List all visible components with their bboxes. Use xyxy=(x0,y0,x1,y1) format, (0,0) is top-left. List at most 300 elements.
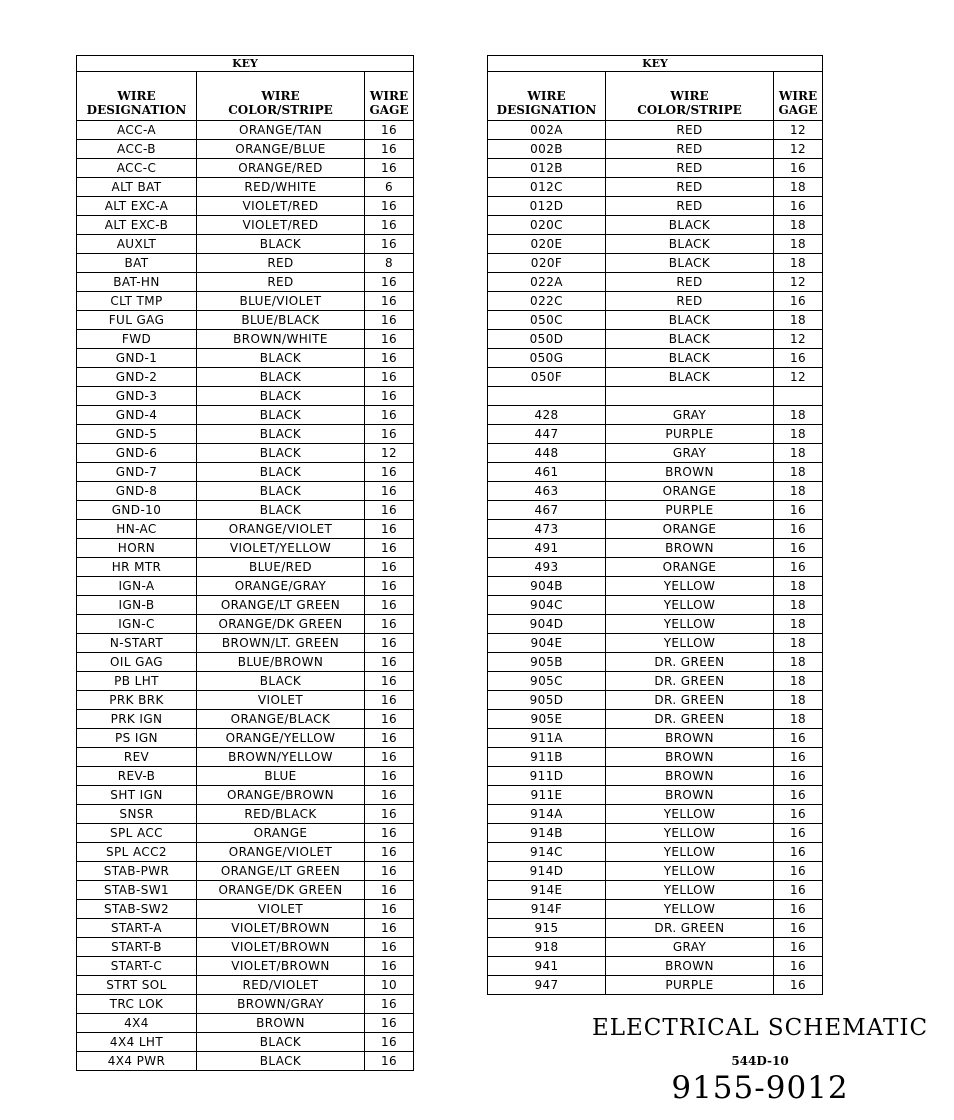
wire-color-cell: BLUE xyxy=(197,767,365,786)
wire-gage-cell: 16 xyxy=(365,368,414,387)
wire-gage-cell xyxy=(774,387,823,406)
wire-designation-cell: GND-10 xyxy=(77,501,197,520)
wire-color-cell: BLACK xyxy=(197,406,365,425)
table-row xyxy=(488,520,823,539)
wire-designation-cell: 914E xyxy=(488,881,606,900)
wire-gage-cell: 16 xyxy=(774,767,823,786)
wire-designation-cell: BAT-HN xyxy=(77,273,197,292)
table-row xyxy=(488,368,823,387)
schematic-title: ELECTRICAL SCHEMATIC xyxy=(591,1015,929,1041)
table-row xyxy=(488,900,823,919)
wire-designation-cell: 911E xyxy=(488,786,606,805)
wire-designation-cell: BAT xyxy=(77,254,197,273)
table-row xyxy=(77,577,414,596)
wire-color-cell: BLACK xyxy=(606,368,774,387)
wire-designation-cell: GND-2 xyxy=(77,368,197,387)
table-row xyxy=(488,140,823,159)
wire-designation-cell: 461 xyxy=(488,463,606,482)
wire-color-cell: BROWN/YELLOW xyxy=(197,748,365,767)
wire-gage-cell: 16 xyxy=(365,862,414,881)
wire-designation-cell: 428 xyxy=(488,406,606,425)
wire-designation-cell: PRK IGN xyxy=(77,710,197,729)
table-row xyxy=(77,748,414,767)
table-row xyxy=(77,444,414,463)
wire-gage-cell: 16 xyxy=(774,881,823,900)
table-row xyxy=(488,577,823,596)
wire-gage-cell: 16 xyxy=(365,957,414,976)
wire-color-cell: YELLOW xyxy=(606,862,774,881)
wire-gage-cell: 18 xyxy=(774,216,823,235)
wire-gage-cell: 10 xyxy=(365,976,414,995)
wire-gage-cell: 16 xyxy=(365,881,414,900)
wire-color-cell: YELLOW xyxy=(606,596,774,615)
table-row xyxy=(77,159,414,178)
wire-color-header: WIRE COLOR/STRIPE xyxy=(606,72,774,121)
table-row xyxy=(488,254,823,273)
wire-designation-cell: STAB-SW2 xyxy=(77,900,197,919)
table-row xyxy=(77,349,414,368)
wire-color-cell: YELLOW xyxy=(606,843,774,862)
wire-gage-cell: 16 xyxy=(774,729,823,748)
wire-color-cell: GRAY xyxy=(606,938,774,957)
wire-designation-cell: FWD xyxy=(77,330,197,349)
wire-color-cell: BLACK xyxy=(606,311,774,330)
wire-designation-cell: GND-8 xyxy=(77,482,197,501)
wire-gage-cell: 16 xyxy=(365,919,414,938)
table-row xyxy=(488,558,823,577)
table-row xyxy=(488,672,823,691)
wire-color-cell: BROWN xyxy=(197,1014,365,1033)
wire-color-cell: RED xyxy=(197,273,365,292)
wire-color-cell: BROWN xyxy=(606,957,774,976)
wire-color-cell: BLUE/VIOLET xyxy=(197,292,365,311)
wire-designation-cell: 467 xyxy=(488,501,606,520)
table-row xyxy=(77,957,414,976)
wire-color-cell: YELLOW xyxy=(606,900,774,919)
wire-color-cell: BROWN xyxy=(606,729,774,748)
wire-gage-cell: 16 xyxy=(774,824,823,843)
wire-color-cell: BLACK xyxy=(197,235,365,254)
wire-gage-cell: 16 xyxy=(365,748,414,767)
wire-gage-header: WIRE GAGE xyxy=(365,72,414,121)
wire-designation-cell: GND-6 xyxy=(77,444,197,463)
wire-designation-cell: 4X4 LHT xyxy=(77,1033,197,1052)
wire-color-cell: GRAY xyxy=(606,444,774,463)
wire-designation-header: WIRE DESIGNATION xyxy=(77,72,197,121)
wire-color-cell: BROWN/GRAY xyxy=(197,995,365,1014)
table-row xyxy=(488,292,823,311)
table-row xyxy=(488,976,823,995)
table-row xyxy=(488,121,823,140)
wire-gage-cell: 16 xyxy=(774,349,823,368)
wire-color-cell: VIOLET/BROWN xyxy=(197,938,365,957)
wire-color-cell: ORANGE xyxy=(197,824,365,843)
wire-gage-cell: 16 xyxy=(365,311,414,330)
wire-color-cell: ORANGE/BLUE xyxy=(197,140,365,159)
wire-color-cell: ORANGE/VIOLET xyxy=(197,520,365,539)
wire-color-cell: BROWN xyxy=(606,463,774,482)
wire-color-cell: ORANGE/GRAY xyxy=(197,577,365,596)
wire-gage-cell: 16 xyxy=(774,900,823,919)
table-row xyxy=(77,368,414,387)
wire-key-body-left xyxy=(77,121,414,1071)
wire-gage-cell: 16 xyxy=(365,577,414,596)
wire-designation-cell: 447 xyxy=(488,425,606,444)
wire-gage-cell: 16 xyxy=(774,919,823,938)
wire-designation-cell: HN-AC xyxy=(77,520,197,539)
wire-color-cell: BLACK xyxy=(197,368,365,387)
table-row xyxy=(488,634,823,653)
wire-designation-cell: IGN-C xyxy=(77,615,197,634)
table-row xyxy=(77,672,414,691)
table-row xyxy=(488,938,823,957)
table-row xyxy=(77,976,414,995)
table-row xyxy=(77,786,414,805)
wire-gage-cell: 18 xyxy=(774,311,823,330)
wire-color-cell: BLACK xyxy=(197,501,365,520)
wire-color-cell: BLUE/BLACK xyxy=(197,311,365,330)
wire-gage-cell: 16 xyxy=(365,615,414,634)
wire-color-cell: BLACK xyxy=(197,387,365,406)
wire-designation-cell: 904D xyxy=(488,615,606,634)
wire-designation-cell: 022C xyxy=(488,292,606,311)
wire-gage-cell: 16 xyxy=(365,539,414,558)
wire-gage-cell: 16 xyxy=(365,140,414,159)
table-row xyxy=(488,501,823,520)
wire-designation-cell: 904C xyxy=(488,596,606,615)
wire-color-cell: VIOLET/BROWN xyxy=(197,919,365,938)
wire-color-cell: RED xyxy=(606,292,774,311)
wire-key-body-right xyxy=(488,121,823,995)
wire-gage-cell: 6 xyxy=(365,178,414,197)
wire-designation-cell: 914A xyxy=(488,805,606,824)
wire-gage-cell: 16 xyxy=(365,292,414,311)
wire-gage-cell: 16 xyxy=(365,786,414,805)
table-row xyxy=(77,805,414,824)
wire-designation-cell: 491 xyxy=(488,539,606,558)
wire-gage-cell: 16 xyxy=(774,558,823,577)
wire-color-cell: BLACK xyxy=(197,425,365,444)
table-row xyxy=(77,634,414,653)
wire-designation-cell: STRT SOL xyxy=(77,976,197,995)
table-row xyxy=(488,159,823,178)
wire-color-cell: BLACK xyxy=(197,349,365,368)
wire-designation-cell: 002A xyxy=(488,121,606,140)
wire-designation-cell: 905D xyxy=(488,691,606,710)
wire-color-cell: BLACK xyxy=(606,330,774,349)
table-row xyxy=(488,881,823,900)
wire-gage-cell: 16 xyxy=(365,900,414,919)
wire-designation-cell: REV xyxy=(77,748,197,767)
wire-color-cell: BLACK xyxy=(197,1033,365,1052)
wire-color-header: WIRE COLOR/STRIPE xyxy=(197,72,365,121)
wire-gage-cell: 18 xyxy=(774,425,823,444)
wire-designation-cell: 911B xyxy=(488,748,606,767)
wire-color-cell: ORANGE xyxy=(606,520,774,539)
wire-designation-cell: 448 xyxy=(488,444,606,463)
key-title: KEY xyxy=(488,56,823,72)
wire-designation-cell: 904E xyxy=(488,634,606,653)
wire-color-cell: BROWN/WHITE xyxy=(197,330,365,349)
wire-gage-cell: 16 xyxy=(365,805,414,824)
table-row xyxy=(77,121,414,140)
table-row xyxy=(77,881,414,900)
wire-color-cell: YELLOW xyxy=(606,824,774,843)
table-row xyxy=(77,919,414,938)
wire-designation-cell: 012B xyxy=(488,159,606,178)
table-row xyxy=(77,558,414,577)
wire-gage-cell: 16 xyxy=(365,330,414,349)
wire-color-cell: BLACK xyxy=(606,235,774,254)
wire-color-cell: VIOLET xyxy=(197,900,365,919)
table-row xyxy=(77,311,414,330)
wire-designation-cell: PS IGN xyxy=(77,729,197,748)
table-row xyxy=(77,406,414,425)
wire-designation-cell: 050D xyxy=(488,330,606,349)
wire-color-cell: BROWN xyxy=(606,748,774,767)
wire-gage-cell: 16 xyxy=(365,596,414,615)
wire-gage-cell: 16 xyxy=(365,634,414,653)
table-row xyxy=(77,615,414,634)
table-row xyxy=(488,862,823,881)
wire-gage-cell: 16 xyxy=(365,406,414,425)
table-row xyxy=(488,824,823,843)
wire-gage-cell: 16 xyxy=(365,710,414,729)
wire-color-cell: DR. GREEN xyxy=(606,710,774,729)
table-row xyxy=(77,1033,414,1052)
wire-color-cell: BROWN/LT. GREEN xyxy=(197,634,365,653)
wire-color-cell: YELLOW xyxy=(606,615,774,634)
wire-gage-cell: 16 xyxy=(365,159,414,178)
wire-color-cell: YELLOW xyxy=(606,805,774,824)
wire-gage-cell: 16 xyxy=(365,672,414,691)
table-row xyxy=(488,273,823,292)
wire-designation-cell: 050F xyxy=(488,368,606,387)
table-row xyxy=(77,824,414,843)
wire-gage-cell: 18 xyxy=(774,444,823,463)
wire-gage-cell: 16 xyxy=(774,805,823,824)
wire-gage-cell: 16 xyxy=(774,539,823,558)
wire-color-cell: YELLOW xyxy=(606,577,774,596)
model-number: 544D-10 xyxy=(731,1054,789,1068)
wire-color-cell: ORANGE/YELLOW xyxy=(197,729,365,748)
wire-gage-cell: 16 xyxy=(365,843,414,862)
wire-color-cell: VIOLET xyxy=(197,691,365,710)
table-row xyxy=(488,843,823,862)
wire-gage-cell: 16 xyxy=(774,520,823,539)
wire-color-cell: RED xyxy=(197,254,365,273)
wire-gage-cell: 16 xyxy=(365,349,414,368)
wire-designation-cell: 4X4 PWR xyxy=(77,1052,197,1071)
wire-designation-cell: 463 xyxy=(488,482,606,501)
wire-designation-cell: 914B xyxy=(488,824,606,843)
wire-color-cell: ORANGE/DK GREEN xyxy=(197,881,365,900)
wire-gage-cell: 16 xyxy=(365,387,414,406)
wire-gage-cell: 16 xyxy=(365,501,414,520)
wire-designation-cell: 050C xyxy=(488,311,606,330)
wire-designation-cell: STAB-PWR xyxy=(77,862,197,881)
wire-color-cell: BLACK xyxy=(197,1052,365,1071)
table-row xyxy=(488,216,823,235)
table-row xyxy=(77,463,414,482)
wire-gage-cell: 16 xyxy=(365,558,414,577)
table-row xyxy=(77,1052,414,1071)
key-title: KEY xyxy=(77,56,414,72)
wire-designation-cell: 020F xyxy=(488,254,606,273)
wire-gage-cell: 16 xyxy=(365,482,414,501)
wire-gage-cell: 12 xyxy=(365,444,414,463)
wire-designation-cell: 911A xyxy=(488,729,606,748)
wire-gage-cell: 16 xyxy=(365,1033,414,1052)
wire-color-cell: BLUE/RED xyxy=(197,558,365,577)
wire-designation-cell: 905E xyxy=(488,710,606,729)
wire-color-cell: RED/WHITE xyxy=(197,178,365,197)
table-row xyxy=(488,786,823,805)
table-row xyxy=(488,805,823,824)
wire-color-cell: BLACK xyxy=(606,254,774,273)
wire-designation-cell: 493 xyxy=(488,558,606,577)
wire-color-cell: DR. GREEN xyxy=(606,653,774,672)
wire-designation-cell: AUXLT xyxy=(77,235,197,254)
wire-designation-cell: 012C xyxy=(488,178,606,197)
table-row xyxy=(488,596,823,615)
wire-designation-cell: ACC-B xyxy=(77,140,197,159)
wire-designation-cell: 914C xyxy=(488,843,606,862)
wire-gage-cell: 8 xyxy=(365,254,414,273)
wire-color-cell: YELLOW xyxy=(606,634,774,653)
wire-gage-cell: 16 xyxy=(365,197,414,216)
wire-color-cell: GRAY xyxy=(606,406,774,425)
table-row xyxy=(77,178,414,197)
wire-gage-cell: 16 xyxy=(365,691,414,710)
wire-gage-cell: 12 xyxy=(774,121,823,140)
wire-gage-cell: 16 xyxy=(774,938,823,957)
wire-designation-cell: PRK BRK xyxy=(77,691,197,710)
wire-designation-cell: START-C xyxy=(77,957,197,976)
wire-gage-cell: 16 xyxy=(365,938,414,957)
wire-designation-cell: GND-7 xyxy=(77,463,197,482)
wire-color-cell: BROWN xyxy=(606,786,774,805)
wire-designation-cell: N-START xyxy=(77,634,197,653)
wire-designation-cell: ACC-A xyxy=(77,121,197,140)
wire-gage-cell: 16 xyxy=(365,729,414,748)
table-row xyxy=(488,767,823,786)
table-row xyxy=(488,615,823,634)
wire-color-cell: DR. GREEN xyxy=(606,919,774,938)
table-row xyxy=(488,349,823,368)
wire-designation-cell: START-A xyxy=(77,919,197,938)
wire-color-cell: ORANGE/LT GREEN xyxy=(197,862,365,881)
wire-designation-cell: ALT EXC-B xyxy=(77,216,197,235)
wire-designation-cell: SNSR xyxy=(77,805,197,824)
wire-key-table-left xyxy=(76,55,414,1071)
wire-gage-cell: 16 xyxy=(365,235,414,254)
wire-designation-cell: 012D xyxy=(488,197,606,216)
wire-color-cell: BLACK xyxy=(197,463,365,482)
wire-color-cell: PURPLE xyxy=(606,501,774,520)
wire-designation-cell: 4X4 xyxy=(77,1014,197,1033)
wire-designation-cell: 905B xyxy=(488,653,606,672)
wire-gage-cell: 16 xyxy=(365,216,414,235)
table-row xyxy=(488,387,823,406)
wire-color-cell: YELLOW xyxy=(606,881,774,900)
table-row xyxy=(77,292,414,311)
wire-designation-cell: IGN-B xyxy=(77,596,197,615)
table-row xyxy=(488,330,823,349)
wire-designation-cell: HR MTR xyxy=(77,558,197,577)
table-row xyxy=(77,843,414,862)
table-row xyxy=(488,691,823,710)
wire-color-cell: BLACK xyxy=(197,672,365,691)
wire-gage-cell: 16 xyxy=(365,1052,414,1071)
wire-designation-cell: HORN xyxy=(77,539,197,558)
wire-gage-cell: 16 xyxy=(365,273,414,292)
wire-gage-cell: 18 xyxy=(774,615,823,634)
wire-designation-cell: FUL GAG xyxy=(77,311,197,330)
wire-designation-cell: REV-B xyxy=(77,767,197,786)
wire-designation-cell: 050G xyxy=(488,349,606,368)
wire-color-cell: RED xyxy=(606,159,774,178)
wire-designation-cell: TRC LOK xyxy=(77,995,197,1014)
table-row xyxy=(77,710,414,729)
wire-gage-cell: 16 xyxy=(365,520,414,539)
wire-gage-header: WIRE GAGE xyxy=(774,72,823,121)
table-row xyxy=(488,197,823,216)
wire-gage-cell: 18 xyxy=(774,596,823,615)
wire-color-cell: BLACK xyxy=(606,349,774,368)
wire-designation-cell: GND-5 xyxy=(77,425,197,444)
table-row xyxy=(77,995,414,1014)
wire-designation-cell: 915 xyxy=(488,919,606,938)
wire-designation-cell: 914D xyxy=(488,862,606,881)
wire-gage-cell: 18 xyxy=(774,482,823,501)
wire-color-cell: VIOLET/RED xyxy=(197,216,365,235)
wire-gage-cell: 16 xyxy=(365,995,414,1014)
table-row xyxy=(77,729,414,748)
table-row xyxy=(488,425,823,444)
wire-designation-cell: SHT IGN xyxy=(77,786,197,805)
wire-color-cell: RED xyxy=(606,121,774,140)
wire-gage-cell: 16 xyxy=(365,1014,414,1033)
table-row xyxy=(77,862,414,881)
table-row xyxy=(488,406,823,425)
table-row xyxy=(77,197,414,216)
wire-designation-cell: ALT EXC-A xyxy=(77,197,197,216)
table-row xyxy=(77,235,414,254)
wire-gage-cell: 12 xyxy=(774,140,823,159)
wire-gage-cell: 12 xyxy=(774,273,823,292)
table-row xyxy=(77,425,414,444)
wire-color-cell: BROWN xyxy=(606,539,774,558)
wire-designation-cell: 905C xyxy=(488,672,606,691)
wire-designation-cell: OIL GAG xyxy=(77,653,197,672)
table-row xyxy=(488,748,823,767)
table-row xyxy=(77,1014,414,1033)
wire-designation-cell: PB LHT xyxy=(77,672,197,691)
wire-gage-cell: 16 xyxy=(774,292,823,311)
wire-gage-cell: 18 xyxy=(774,254,823,273)
wire-gage-cell: 16 xyxy=(365,463,414,482)
wire-gage-cell: 18 xyxy=(774,634,823,653)
wire-designation-cell: SPL ACC xyxy=(77,824,197,843)
wire-gage-cell: 12 xyxy=(774,368,823,387)
wire-gage-cell: 18 xyxy=(774,710,823,729)
wire-color-cell: BLACK xyxy=(197,482,365,501)
wire-gage-cell: 16 xyxy=(774,748,823,767)
table-row xyxy=(77,539,414,558)
wire-designation-cell: GND-4 xyxy=(77,406,197,425)
wire-color-cell xyxy=(606,387,774,406)
